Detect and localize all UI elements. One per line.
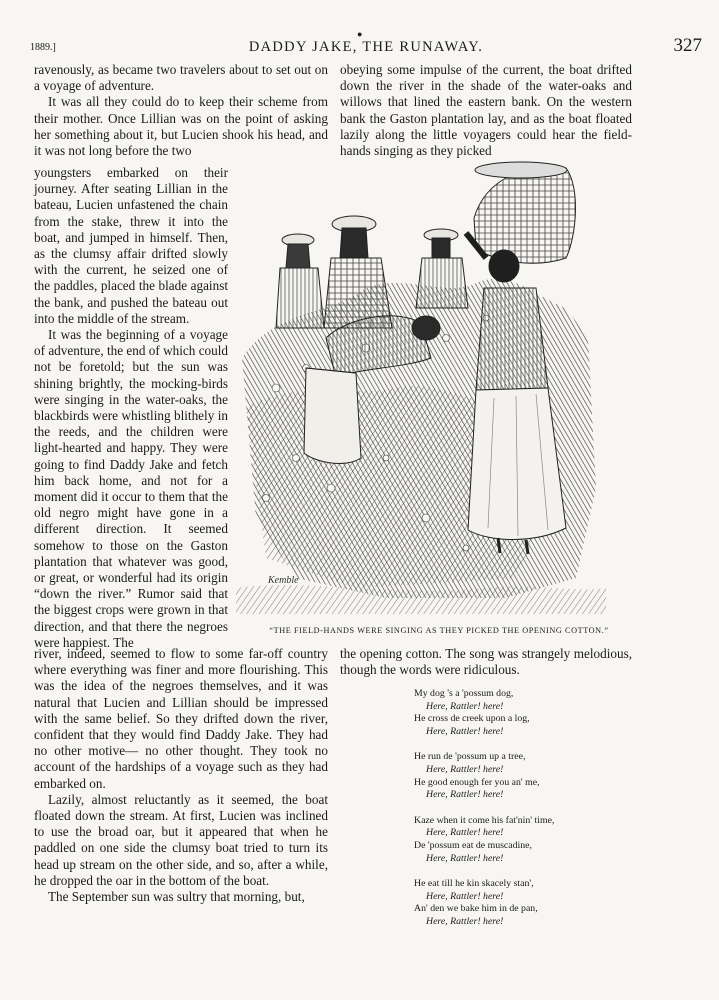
- stanza: [414, 751, 554, 801]
- refrain-line: Here, Rattler! here!: [426, 890, 504, 902]
- refrain-line: Here, Rattler! here!: [426, 700, 504, 712]
- verse-line: An' den we bake him in de pan,: [414, 903, 538, 915]
- paragraph: the opening cotton. The song was strangely melodious, though the words were ridiculous.: [340, 646, 632, 678]
- artist-signature: Kemble: [268, 575, 299, 586]
- stanza: [414, 878, 554, 928]
- paragraph: The September sun was sultry that morning, but,: [48, 889, 305, 905]
- paragraph: river, indeed, seemed to flow to some far-off country where everything was finer and more flourishing. This was the idea of the negroes themselves, and it was natural that Lucien and Lillian should be impressed with the same belief. So they drifted down the river, confident that they would find Daddy Jake. They had no other motive— no other thought. They took no account of the hardships of a voyage such as they had embarked on.: [34, 646, 328, 791]
- song-verse: [414, 688, 554, 942]
- refrain-line: Here, Rattler! here!: [426, 852, 504, 864]
- paragraph: youngsters embarked on their journey. After seating Lillian in the bateau, Lucien unfastened the chain from the stake, threw it into the boat, and jumped in himself. Then, as the clumsy affair drifted slowly with the current, he seized one of the paddles, placed the blade against the bank, and pushed the bateau out into the middle of the stream.: [34, 165, 228, 326]
- verse-line: He cross de creek upon a log,: [414, 713, 530, 725]
- left-column-bottom: [34, 646, 328, 905]
- refrain-line: Here, Rattler! here!: [426, 763, 504, 775]
- verse-line: My dog 's a 'possum dog,: [414, 688, 514, 699]
- paragraph: obeying some impulse of the current, the boat drifted down the river in the shade of the water-oaks and willows that lined the eastern bank. On the western bank the Gaston plantation lay, and as the boat floated lazily along the little voyagers could hear the field-hands singing as they picked: [340, 62, 632, 159]
- refrain-line: Here, Rattler! here!: [426, 827, 504, 839]
- refrain-line: Here, Rattler! here!: [426, 725, 504, 737]
- left-column-narrow: [34, 165, 228, 651]
- verse-line: He good enough fer you an' me,: [414, 776, 540, 788]
- stanza: [414, 815, 554, 865]
- stanza: [414, 688, 554, 738]
- ornament-dot: ●: [357, 29, 363, 39]
- running-head: [30, 29, 702, 58]
- illustration-field-hands: [236, 158, 606, 614]
- left-column-top: [34, 62, 328, 159]
- refrain-line: Here, Rattler! here!: [426, 915, 504, 927]
- page-number: 327: [673, 35, 702, 56]
- story-title: DADDY JAKE, THE RUNAWAY.: [248, 39, 484, 55]
- illustration-caption: “THE FIELD-HANDS WERE SINGING AS THEY PICKED THE OPENING COTTON.”: [269, 626, 609, 635]
- paragraph: It was all they could do to keep their scheme from their mother. Once Lillian was on the point of asking her something about it, but Lucien shook his head, and it was not long before the two: [34, 94, 328, 159]
- refrain-line: Here, Rattler! here!: [426, 789, 504, 801]
- issue-year: 1889.]: [30, 42, 56, 53]
- right-column-bottom: [340, 646, 632, 678]
- verse-line: Kaze when it come his fat'nin' time,: [414, 814, 555, 826]
- verse-line: He eat till he kin skacely stan',: [414, 878, 534, 890]
- verse-line: De 'possum eat de muscadine,: [414, 839, 532, 851]
- verse-line: He run de 'possum up a tree,: [414, 751, 526, 763]
- paragraph: It was the beginning of a voyage of adventure, the end of which could not be foretold; but the sun was shining brightly, the mocking-birds were singing in the water-oaks, the blackbirds were whistling blithely in the reeds, and the children were light-hearted and happy. They were going to find Daddy Jake and fetch him back home, and not for a moment did it occur to them that the old negro might have gone in a different direction. It seemed somehow to those on the Gaston plantation that whatever was good, or great, or wonderful had its origin “down the river.” Rumor said that the biggest crops were grown in that direction, and that there the negroes were happiest. The: [34, 327, 228, 650]
- right-column-top: [340, 62, 632, 159]
- paragraph: Lazily, almost reluctantly as it seemed, the boat floated down the stream. At first, Lucien was inclined to use the broad oar, but it appeared that when he paddled on one side the clumsy boat tried to turn its head up stream on the other side, and so, after a while, he dropped the oar in the bottom of the boat.: [34, 791, 328, 888]
- paragraph: ravenously, as became two travelers about to set out on a voyage of adventure.: [34, 62, 328, 94]
